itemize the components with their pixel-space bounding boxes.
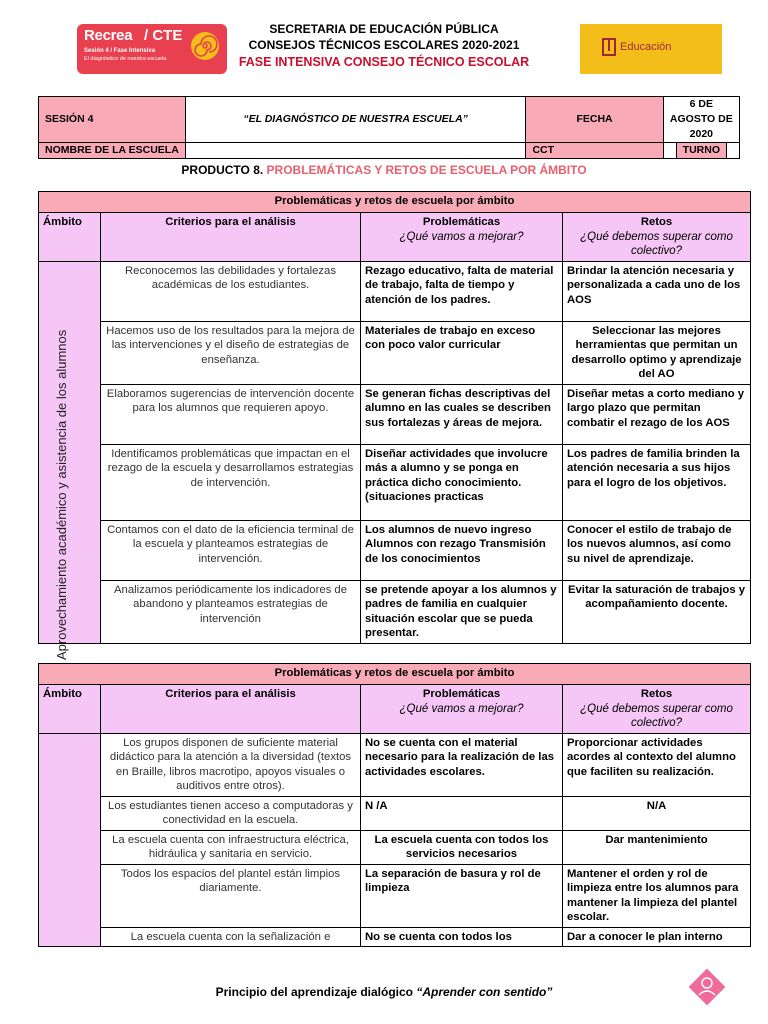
- problematica-cell[interactable]: se pretende apoyar a los alumnos y padres de familia en cualquier situación escolar que se pueda presentar.: [361, 580, 563, 643]
- product-title: [0, 163, 768, 177]
- criterio-cell: Contamos con el dato de la eficiencia terminal de la escuela y planteamos estrategias de intervención.: [101, 520, 361, 580]
- logo-brand-cte: / CTE: [144, 27, 183, 44]
- criterio-cell: Hacemos uso de los resultados para la mejora de las intervenciones y el diseño de estrategias de enseñanza.: [101, 321, 361, 384]
- turno-value-field[interactable]: [727, 143, 740, 158]
- session-label: SESIÓN 4: [39, 97, 186, 143]
- ambito-cell: [39, 733, 101, 947]
- reto-cell[interactable]: Dar mantenimiento: [563, 830, 751, 864]
- col-retos-label: Retos: [640, 216, 673, 228]
- ambito-label: Aprovechamiento académico y asistencia de los alumnos: [54, 329, 69, 660]
- reto-cell[interactable]: Dar a conocer le plan interno: [563, 927, 751, 947]
- session-table: [38, 96, 740, 159]
- col-retos-question: ¿Qué debemos superar como colectivo?: [580, 702, 733, 729]
- col-problematicas-label: Problemáticas: [422, 216, 501, 228]
- col-problematicas-question: ¿Qué vamos a mejorar?: [399, 230, 524, 243]
- col-ambito: Ámbito: [39, 213, 101, 262]
- criterio-cell: La escuela cuenta con infraestructura eléctrica, hidráulica y sanitaria en servicio.: [101, 830, 361, 864]
- problematicas-table-2: [38, 663, 751, 947]
- col-retos: [563, 213, 751, 262]
- escuela-label: NOMBRE DE LA ESCUELA: [39, 143, 186, 159]
- header-line-1: SECRETARIA DE EDUCACIÓN PÚBLICA: [269, 22, 499, 36]
- col-criterios: Criterios para el análisis: [101, 685, 361, 734]
- criterio-cell: Los grupos disponen de suficiente material didáctico para la atención a la diversidad (textos en Braille, libros macrotipo, apoyos visuales o auditivos entre otros).: [101, 733, 361, 796]
- reto-cell[interactable]: Evitar la saturación de trabajos y acompañamiento docente.: [563, 580, 751, 643]
- col-criterios: Criterios para el análisis: [101, 213, 361, 262]
- session-title: “EL DIAGNÓSTICO DE NUESTRA ESCUELA”: [185, 97, 526, 143]
- criterio-cell: Identificamos problemáticas que impactan en el rezago de la escuela y desarrollamos estrategias de intervención.: [101, 444, 361, 520]
- criterio-cell: Analizamos periódicamente los indicadores de abandono y planteamos estrategias de intervención: [101, 580, 361, 643]
- table-title: Problemáticas y retos de escuela por ámbito: [39, 664, 751, 685]
- reto-cell[interactable]: Proporcionar actividades acordes al contexto del alumno que faciliten su realización.: [563, 733, 751, 796]
- footer-principle: Principio del aprendizaje dialógico: [215, 985, 417, 999]
- col-problematicas-label: Problemáticas: [422, 688, 501, 700]
- problematica-cell[interactable]: Materiales de trabajo en exceso con poco valor curricular: [361, 321, 563, 384]
- footer-text: [0, 985, 768, 999]
- problematica-cell[interactable]: N /A: [361, 796, 563, 830]
- educacion-logo: [580, 24, 722, 74]
- table-title: Problemáticas y retos de escuela por ámbito: [39, 192, 751, 213]
- col-retos-label: Retos: [640, 688, 673, 700]
- col-ambito: Ámbito: [39, 685, 101, 734]
- criterio-cell: La escuela cuenta con la señalización e: [101, 927, 361, 947]
- diamond-emblem-icon: [686, 966, 728, 1008]
- problematica-cell[interactable]: No se cuenta con todos los: [361, 927, 563, 947]
- escuela-value-field[interactable]: [185, 143, 526, 159]
- footer-quote: “Aprender con sentido”: [416, 985, 553, 999]
- col-retos-question: ¿Qué debemos superar como colectivo?: [580, 230, 733, 257]
- ambito-cell: [39, 261, 101, 643]
- logo-caption: El diagnóstico de nuestra escuela: [84, 56, 167, 62]
- reto-cell[interactable]: Los padres de familia brinden la atención necesaria a sus hijos para el logro de los objetivos.: [563, 444, 751, 520]
- reto-cell[interactable]: Conocer el estilo de trabajo de los nuevos alumnos, así como su nivel de aprendizaje.: [563, 520, 751, 580]
- criterio-cell: Todos los espacios del plantel están limpios diariamente.: [101, 864, 361, 927]
- logo-brand: Recrea: [84, 27, 133, 44]
- problematica-cell[interactable]: Se generan fichas descriptivas del alumno en las cuales se describen sus fortalezas y áreas de mejora.: [361, 384, 563, 444]
- product-name: PROBLEMÁTICAS Y RETOS DE ESCUELA POR ÁMBITO: [266, 163, 587, 177]
- problematica-cell[interactable]: Los alumnos de nuevo ingreso Alumnos con rezago Transmisión de los conocimientos: [361, 520, 563, 580]
- cct-value-field[interactable]: [664, 143, 677, 158]
- problematica-cell[interactable]: Rezago educativo, falta de material de trabajo, falta de tiempo y atención de los padres.: [361, 261, 563, 321]
- problematica-cell[interactable]: Diseñar actividades que involucre más a alumno y se ponga en práctica dicho conocimiento. (situaciones practicas: [361, 444, 563, 520]
- reto-cell[interactable]: Seleccionar las mejores herramientas que permitan un desarrollo optimo y aprendizaje del AO: [563, 321, 751, 384]
- col-problematicas-question: ¿Qué vamos a mejorar?: [399, 702, 524, 715]
- criterio-cell: Reconocemos las debilidades y fortalezas académicas de los estudiantes.: [101, 261, 361, 321]
- header-line-3: FASE INTENSIVA CONSEJO TÉCNICO ESCOLAR: [238, 55, 530, 69]
- col-retos: [563, 685, 751, 734]
- problematica-cell[interactable]: La separación de basura y rol de limpieza: [361, 864, 563, 927]
- reto-cell[interactable]: Diseñar metas a corto mediano y largo plazo que permitan combatir el rezago de los AOS: [563, 384, 751, 444]
- turno-label: TURNO: [676, 143, 726, 158]
- col-problematicas: [361, 685, 563, 734]
- problematica-cell[interactable]: No se cuenta con el material necesario para la realización de las actividades escolares.: [361, 733, 563, 796]
- problematica-cell[interactable]: La escuela cuenta con todos los servicios necesarios: [361, 830, 563, 864]
- problematicas-table-1: [38, 191, 751, 644]
- reto-cell[interactable]: N/A: [563, 796, 751, 830]
- fecha-label: FECHA: [526, 97, 663, 143]
- col-problematicas: [361, 213, 563, 262]
- criterio-cell: Los estudiantes tienen acceso a computadoras y conectividad en la escuela.: [101, 796, 361, 830]
- educacion-logo-text: Educación: [620, 41, 672, 53]
- product-prefix: PRODUCTO 8.: [181, 163, 264, 177]
- criterio-cell: Elaboramos sugerencias de intervención docente para los alumnos que requieren apoyo.: [101, 384, 361, 444]
- reto-cell[interactable]: Brindar la atención necesaria y personalizada a cada uno de los AOS: [563, 261, 751, 321]
- cct-label: CCT: [526, 143, 663, 159]
- logo-subtitle: Sesión 4 / Fase Intensiva: [84, 48, 156, 54]
- fecha-value: 6 DE AGOSTO DE 2020: [663, 97, 739, 143]
- book-icon: [602, 38, 616, 56]
- header-line-2: CONSEJOS TÉCNICOS ESCOLARES 2020-2021: [248, 38, 520, 52]
- reto-cell[interactable]: Mantener el orden y rol de limpieza entre los alumnos para mantener la limpieza del plantel escolar.: [563, 864, 751, 927]
